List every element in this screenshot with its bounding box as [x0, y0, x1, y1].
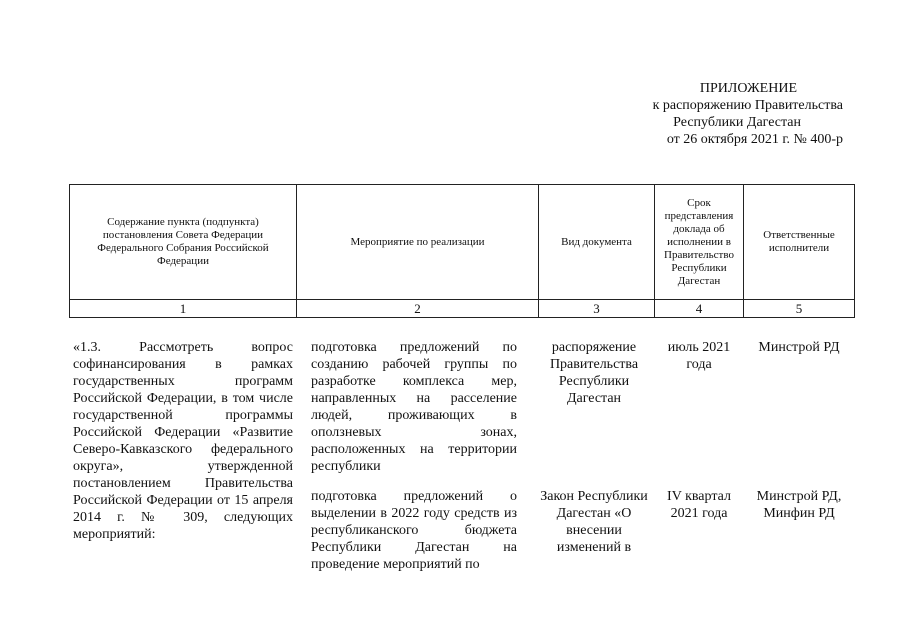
column-number: 1	[70, 300, 297, 318]
doc-type-text: Закон Республики Дагестан «О внесении изменений в	[540, 489, 648, 555]
executor-text: Минстрой РД	[758, 340, 840, 355]
measure-text: подготовка предложений о выделении в 2022 году средств из республиканского бюджета Республики Дагестан на проведение мероприятий по	[311, 489, 517, 572]
executor-text: Минстрой РД, Минфин РД	[756, 489, 842, 521]
appendix-line-republic: Республики Дагестан	[673, 115, 801, 130]
column-header-measure: Мероприятие по реализации	[297, 185, 539, 300]
appendix-line-order: к распоряжению Правительства	[652, 98, 843, 113]
column-number: 3	[539, 300, 655, 318]
appendix-header	[583, 80, 843, 148]
appendix-title: ПРИЛОЖЕНИЕ	[699, 81, 797, 96]
measure-text: подготовка предложений по созданию рабочей группы по разработке комплекса мер, направленных на расселение людей, проживающих в оползневых зонах, расположенных на территории республики	[311, 340, 517, 474]
column-number: 2	[297, 300, 539, 318]
column-header-executors: Ответственные исполнители	[744, 185, 855, 300]
deadline-text: июль 2021 года	[667, 340, 731, 372]
column-number: 4	[655, 300, 744, 318]
column-header-content: Содержание пункта (подпункта) постановления Совета Федерации Федерального Собрания Российской Федерации	[70, 185, 297, 300]
appendix-line-date: от 26 октября 2021 г. № 400-р	[666, 132, 843, 147]
table-header	[69, 184, 855, 318]
column-number: 5	[744, 300, 855, 318]
item-content-text: «1.3. Рассмотреть вопрос софинансирования в рамках государственных программ Российской Федерации, в том числе государственной программы Российской Федерации «Развитие Северо-Кавказского федерального округа», утвержденной постановлением Правительства Российской Федерации от 15 апреля 2014 г. № 309, следующих мероприятий:	[73, 340, 293, 542]
column-header-deadline: Срок представления доклада об исполнении в Правительство Республики Дагестан	[655, 185, 744, 300]
doc-type-text: распоряжение Правительства Республики Дагестан	[549, 340, 639, 406]
deadline-text: IV квартал 2021 года	[667, 489, 731, 521]
column-header-doc-type: Вид документа	[539, 185, 655, 300]
